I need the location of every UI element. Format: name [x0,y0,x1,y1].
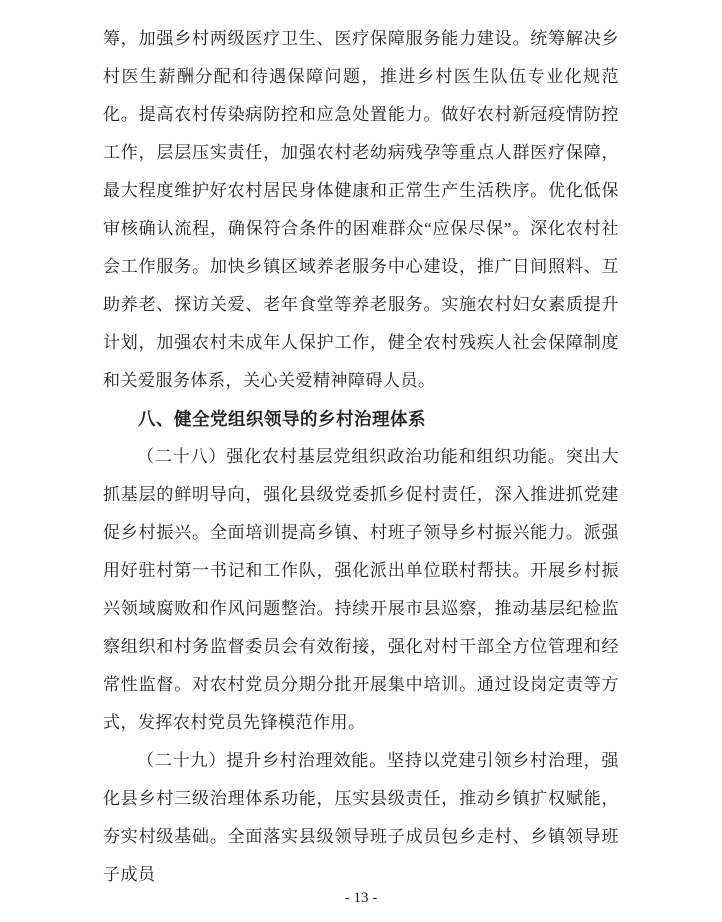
page-number: - 13 - [344,890,378,906]
paragraph-item-28: （二十八）强化农村基层党组织政治功能和组织功能。突出大抓基层的鲜明导向，强化县级党委抓乡促村责任，深入推进抓党建促乡村振兴。全面培训提高乡镇、村班子领导乡村振兴能力。派强用好驻村第一书记和工作队，强化派出单位联村帮扶。开展乡村振兴领域腐败和作风问题整治。持续开展市县巡察，推动基层纪检监察组织和村务监督委员会有效衔接，强化对村干部全方位管理和经常性监督。对农村党员分期分批开展集中培训。通过设岗定责等方式，发挥农村党员先锋模范作用。 [103,447,619,732]
document-body [103,20,619,894]
paragraph-continuation: 筹，加强乡村两级医疗卫生、医疗保障服务能力建设。统筹解决乡村医生薪酬分配和待遇保障问题，推进乡村医生队伍专业化规范化。提高农村传染病防控和应急处置能力。做好农村新冠疫情防控工作，层层压实责任，加强农村老幼病残孕等重点人群医疗保障，最大程度维护好农村居民身体健康和正常生产生活秩序。优化低保审核确认流程，确保符合条件的困难群众“应保尽保”。深化农村社会工作服务。加快乡镇区域养老服务中心建设，推广日间照料、互助养老、探访关爱、老年食堂等养老服务。实施农村妇女素质提升计划，加强农村未成年人保护工作，健全农村残疾人社会保障制度和关爱服务体系，关心关爱精神障碍人员。 [103,29,619,390]
paragraph-item-29: （二十九）提升乡村治理效能。坚持以党建引领乡村治理，强化县乡村三级治理体系功能，压实县级责任，推动乡镇扩权赋能，夯实村级基础。全面落实县级领导班子成员包乡走村、乡镇领导班子成员 [103,751,619,884]
section-heading: 八、健全党组织领导的乡村治理体系 [138,409,426,429]
